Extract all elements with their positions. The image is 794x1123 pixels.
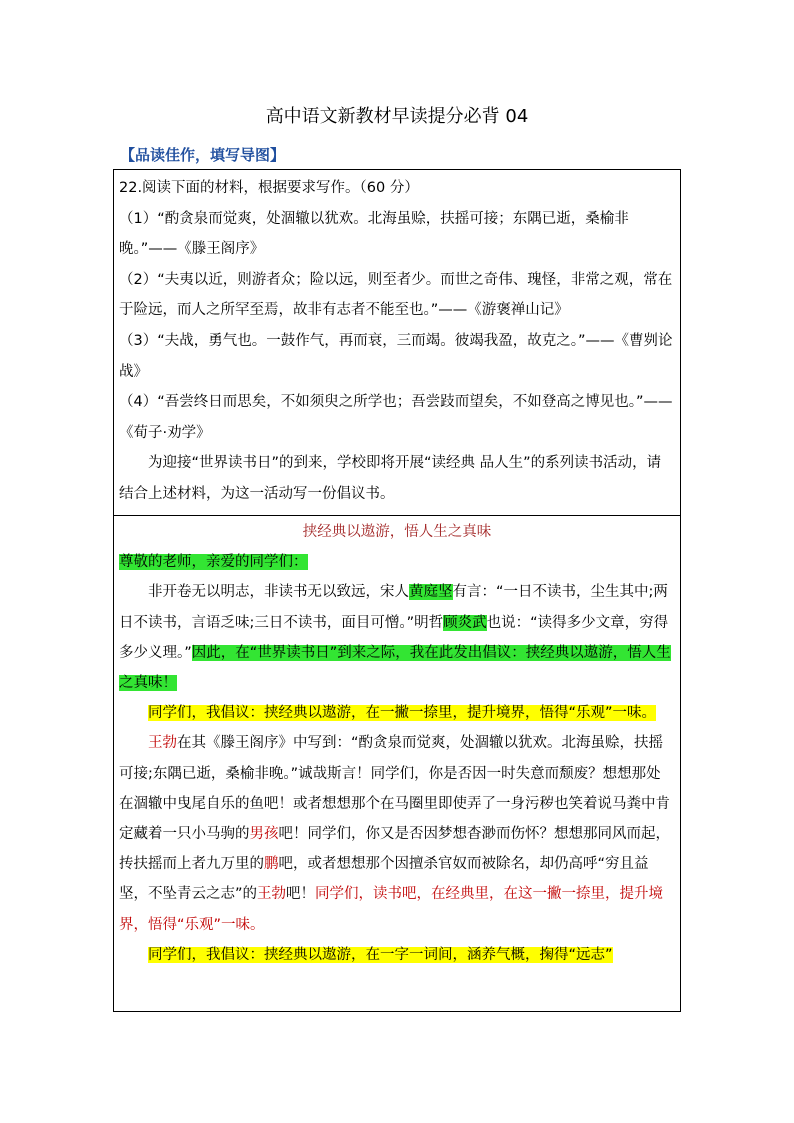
paragraph-4	[119, 940, 675, 970]
writing-task: 为迎接“世界读书日”的到来，学校即将开展“读经典 品人生”的系列读书活动，请结合上述材料，为这一活动写一份倡议书。	[119, 455, 662, 502]
text-run: 有言：“一日不读书，尘生其中;两日不读书，言语乏味;三日不读书，面目可憎。”明哲	[119, 584, 668, 631]
name-wangbo: 王勃	[257, 886, 287, 903]
greeting-line	[119, 547, 675, 577]
keyword-boy: 男孩	[249, 826, 279, 843]
highlight-proposal: 同学们，我倡议：挟经典以遨游，在一字一词间，涵养气概，掬得“远志”	[148, 946, 613, 963]
text-run: 也说：“读得多少文章，穷得多少义理。”	[119, 614, 669, 661]
text-run: 在其《滕王阁序》中写到：“酌贪泉而觉爽，处涸辙以犹欢。北海虽赊，扶摇可接;东隅已逝，桑榆非晚。”诚哉斯言！同学们，你是否因一时失意而颓废？想想那处在涸辙中曳尾自乐的鱼吧！或者想想那个在马圈里即使弄了一身污秽也笑着说马粪中肯定藏着一只小马驹的	[119, 735, 670, 843]
paragraph-1	[119, 577, 675, 698]
essay-title: 挟经典以遨游，悟人生之真味	[302, 524, 492, 540]
highlight-proposal: 因此，在“世界读书日”到来之际，我在此发出倡议：挟经典以遨游，悟人生之真味！	[119, 644, 671, 692]
highlight-name: 顾炎武	[443, 614, 487, 631]
emphasis-text: 同学们，读书吧，在经典里，在这一撇一捺里，提升境界，悟得“乐观”一味。	[119, 886, 664, 933]
paragraph-3	[119, 728, 675, 939]
highlight-proposal: 同学们，我倡议：挟经典以遨游，在一撇一捺里，提升境界，悟得“乐观”一味。	[148, 705, 657, 722]
material-item: （3）“夫战，勇气也。一鼓作气，再而衰，三而竭。彼竭我盈，故克之。”——《曹刿论战》	[119, 332, 673, 380]
text-run: 吧，或者想想那个因擅杀官奴而被除名，却仍高呼“穷且益坚，不坠青云之志”的	[119, 856, 649, 903]
material-item: （4）“吾尝终日而思矣，不如须臾之所学也；吾尝跂而望矣，不如登高之博见也。”——《荀子·劝学》	[119, 394, 673, 441]
text-run: 非开卷无以明志，非读书无以致远，宋人	[148, 584, 409, 601]
material-item: （2）“夫夷以近，则游者众；险以远，则至者少。而世之奇伟、瑰怪，非常之观，常在于险远，而人之所罕至焉，故非有志者不能至也。”——《游褒禅山记》	[119, 271, 673, 319]
page-title: 高中语文新教材早读提分必背 04	[265, 106, 529, 127]
table-divider	[114, 515, 680, 516]
material-item: （1）“酌贪泉而觉爽，处涸辙以犹欢。北海虽赊，扶摇可接；东隅已逝，桑榆非晚。”——《滕王阁序》	[119, 210, 629, 258]
essay-cell	[119, 517, 675, 970]
section-label: 【品读佳作，填写导图】	[120, 146, 286, 164]
content-table	[113, 169, 681, 1012]
text-run: 吧！同学们，你又是否因梦想杳渺而伤怀？想想那同风而起，抟扶摇而上者九万里的	[119, 826, 670, 873]
question-line: 22.阅读下面的材料，根据要求写作。（60 分）	[119, 180, 419, 196]
text-run: 吧！	[286, 886, 316, 903]
prompt-cell	[119, 173, 675, 510]
greeting: 尊敬的老师，亲爱的同学们：	[119, 554, 308, 571]
highlight-name: 黄庭坚	[409, 584, 453, 601]
paragraph-2	[119, 698, 675, 728]
name-wangbo: 王勃	[148, 735, 177, 752]
keyword-peng: 鹏	[264, 856, 279, 873]
